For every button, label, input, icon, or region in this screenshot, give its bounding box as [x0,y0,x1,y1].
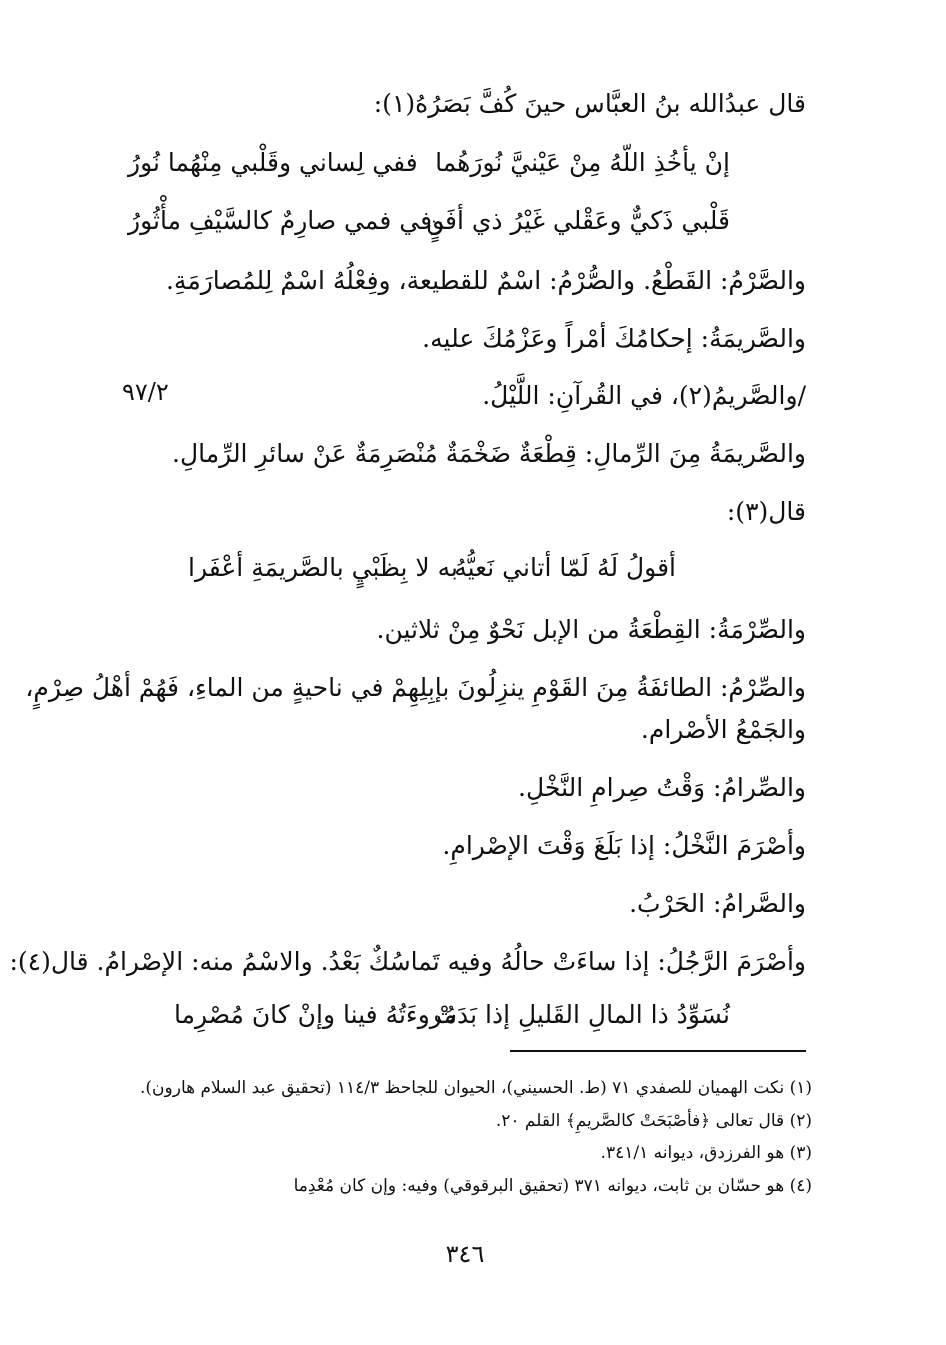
text-line: والصَّريمَةُ: إحكامُكَ أمْراً وعَزْمُكَ عليه. [422,324,806,353]
verse-hemistich: وفي فمي صارِمٌ كالسَّيْفِ مأْثُورُ [128,206,445,235]
text-line: والصَّريمَةُ مِنَ الرِّمالِ: قِطْعَةٌ ضَخْمَةٌ مُنْصَرِمَةٌ عَنْ سائرِ الرِّمالِ. [172,439,806,468]
verse-hemistich: ففي لِساني وقَلْبي مِنْهُما نُورُ [128,148,418,177]
footnote: (٢) قال تعالى ﴿فأصْبَحَتْ كالصَّريمِ﴾ القلم ٢٠. [495,1111,812,1131]
footnote: (١) نكت الهميان للصفدي ٧١ (ط. الحسيني)، الحيوان للجاحظ ١١٤/٣ (تحقيق عبد السلام هارون). [140,1078,812,1098]
verse-hemistich: مُروءَتُهُ فينا وإنْ كانَ مُصْرِما [174,1000,457,1029]
text-line: والصِّرامُ: وَقْتُ صِرامِ النَّخْلِ. [518,773,806,802]
footnote: (٤) هو حسّان بن ثابت، ديوانه ٣٧١ (تحقيق البرقوقي) وفيه: وإن كان مُعْدِما [293,1176,812,1196]
text-line: /والصَّريمُ(٢)، في القُرآنِ: اللَّيْلُ. [482,381,806,410]
verse-hemistich: إنْ يأخُذِ اللّهُ مِنْ عَيْنيَّ نُورَهُما [435,148,730,177]
page-number: ٣٤٦ [445,1240,485,1268]
text-line: والصِّرْمَةُ: القِطْعَةُ من الإبل نَحْوٌ مِنْ ثلاثين. [376,615,806,644]
text-line: قال عبدُالله بنُ العبَّاس حينَ كُفَّ بَصَرُهُ(١): [373,89,806,118]
text-line: والصَّرْمُ: القَطْعُ. والصُّرْمُ: اسْمٌ للقطيعة، وفِعْلُهُ اسْمٌ لِلمُصارَمَةِ. [165,266,806,295]
text-line: وأصْرَمَ الرَّجُلُ: إذا ساءَتْ حالُهُ وفيه تَماسُكٌ بَعْدُ. والاسْمُ منه: الإصْرامُ. قال(٤): [9,947,806,976]
footnote: (٣) هو الفرزدق، ديوانه ٣٤١/١. [600,1143,812,1163]
text-line: والصَّرامُ: الحَرْبُ. [629,889,806,918]
text-line: والجَمْعُ الأصْرام. [640,715,806,744]
text-line: قال(٣): [726,497,806,526]
verse-hemistich: قَلْبي ذَكيٌّ وعَقْلي غَيْرُ ذي أفَنٍ [425,206,730,235]
verse-hemistich: أقولُ لَهُ لَمّا أتاني نَعيُّهُ [454,553,676,582]
verse-hemistich: نُسَوِّدُ ذا المالِ القَليلِ إذا بَدَتْ [433,1000,730,1029]
footnote-divider [510,1050,806,1052]
margin-reference: ٩٧/٢ [122,378,169,406]
text-line: وأصْرَمَ النَّخْلُ: إذا بَلَغَ وَقْتَ الإصْرامِ. [442,831,806,860]
verse-hemistich: به لا بِظَبْيٍ بالصَّريمَةِ أعْفَرا [188,553,458,582]
text-line: والصِّرْمُ: الطائفَةُ مِنَ القَوْمِ ينزِلُونَ بإبِلِهِمْ في ناحيةٍ من الماءِ، فَهُمْ أهْلُ صِرْمٍ، [25,673,806,702]
